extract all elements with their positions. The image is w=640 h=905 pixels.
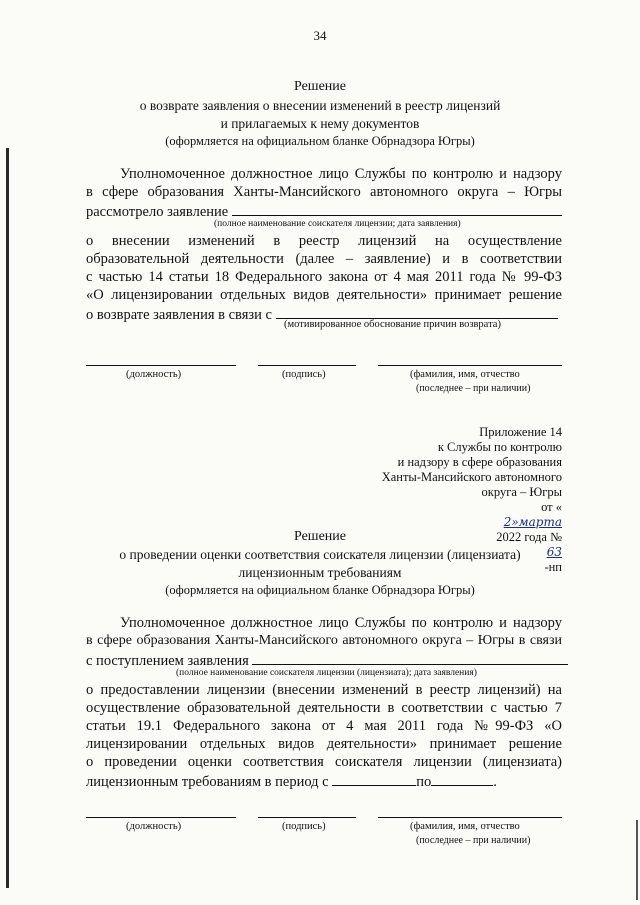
appendix-line-5: округа – Югры bbox=[481, 485, 562, 499]
block1-caption-reason: (мотивированное обоснование причин возврата) bbox=[284, 319, 501, 330]
block1-subtitle-1: о возврате заявления о внесении изменений в реестр лицензий bbox=[139, 98, 501, 113]
block1-p1-line-1: Уполномоченное должностное лицо Службы по контролю и надзору bbox=[120, 166, 562, 182]
appendix-line-2: к Службы по контролю bbox=[437, 440, 562, 454]
block2-p1-line-2: в сфере образования Ханты-Мансийского автономного округа – Югры в связи bbox=[86, 633, 562, 648]
appendix-line-4: Ханты-Мансийского автономного bbox=[381, 470, 562, 484]
scan-edge-mark-right bbox=[636, 820, 638, 900]
scan-edge-mark bbox=[6, 148, 9, 888]
block2-p1-line-3-text: с поступлением заявления bbox=[86, 653, 249, 669]
return-reason-blank-field[interactable] bbox=[276, 304, 558, 319]
block1-paragraph-1 bbox=[86, 165, 562, 219]
block1-p1-line-3-text: рассмотрело заявление bbox=[86, 204, 229, 220]
block2-signature-line[interactable] bbox=[258, 817, 356, 818]
appendix-line-3: и надзору в сфере образования bbox=[397, 455, 562, 469]
appendix-date-prefix: от « bbox=[541, 500, 562, 514]
block1-signature-label: (подпись) bbox=[282, 369, 326, 380]
block2-signature-label: (подпись) bbox=[282, 821, 326, 832]
block1-note: (оформляется на официальном бланке Обрнадзора Югры) bbox=[165, 134, 475, 148]
block2-p1-line-1: Уполномоченное должностное лицо Службы по контролю и надзору bbox=[120, 615, 562, 631]
appendix-handwritten-date: 2»марта bbox=[503, 515, 562, 529]
block1-p2-line-1: о внесении изменений в реестр лицензий на осуществление bbox=[86, 233, 562, 249]
block1-signature-line[interactable] bbox=[258, 365, 356, 366]
block2-p1-line-3 bbox=[86, 650, 562, 668]
block2-paragraph-1 bbox=[86, 614, 562, 668]
block2-paragraph-2 bbox=[86, 681, 562, 789]
block2-subtitle-1: о проведении оценки соответствия соискателя лицензии (лицензиата) bbox=[119, 547, 521, 562]
block2-name-label-1: (фамилия, имя, отчество bbox=[410, 821, 520, 832]
block1-p2-line-2: образовательной деятельности (далее – заявление) и в соответствии bbox=[86, 251, 562, 267]
appendix-line-1: Приложение 14 bbox=[479, 425, 562, 439]
block2-note: (оформляется на официальном бланке Обрнадзора Югры) bbox=[165, 583, 475, 597]
block2-position-line[interactable] bbox=[86, 817, 236, 818]
block2-name-line[interactable] bbox=[378, 817, 562, 818]
block1-name-line[interactable] bbox=[378, 365, 562, 366]
block1-p2-line-3: с частью 14 статьи 18 Федерального закона от 4 мая 2011 года № 99-ФЗ bbox=[86, 269, 562, 285]
block2-p2-line-6-text-b: по bbox=[416, 774, 432, 790]
block1-position-label: (должность) bbox=[126, 369, 182, 380]
appendix-handwritten-number: 63 bbox=[546, 545, 562, 559]
block1-subtitle-2: и прилагаемых к нему документов bbox=[220, 116, 420, 131]
period-end-field[interactable] bbox=[431, 771, 493, 786]
block1-caption-applicant: (полное наименование соискателя лицензии; дата заявления) bbox=[214, 219, 461, 229]
applicant-blank-field[interactable] bbox=[232, 201, 562, 216]
period-start-field[interactable] bbox=[332, 771, 416, 786]
block2-subtitle-2: лицензионным требованиям bbox=[238, 565, 402, 580]
block2-p2-line-2: осуществление образовательной деятельности в соответствии с частью 7 bbox=[86, 700, 562, 716]
block2-p2-line-6-text-a: лицензионным требованиям в период с bbox=[86, 774, 329, 790]
block1-name-label-1: (фамилия, имя, отчество bbox=[410, 369, 520, 380]
block2-caption-applicant: (полное наименование соискателя лицензии (лицензиата); дата заявления) bbox=[176, 668, 477, 678]
appendix-date-year: 2022 года № bbox=[496, 530, 562, 544]
block1-position-line[interactable] bbox=[86, 365, 236, 366]
block1-title: Решение bbox=[293, 79, 346, 94]
block1-p2-line-4: «О лицензировании отдельных видов деятельности» принимает решение bbox=[86, 287, 562, 303]
block2-p2-line-5: о проведении оценки соответствия соискателя лицензии (лицензиата) bbox=[86, 754, 562, 770]
block2-p2-line-4: лицензировании отдельных видов деятельности» принимает решение bbox=[86, 736, 562, 752]
block1-p1-line-3 bbox=[86, 201, 562, 219]
page-number: 34 bbox=[313, 28, 327, 43]
block2-name-label-2: (последнее – при наличии) bbox=[416, 835, 531, 846]
block2-p2-line-1: о предоставлении лицензии (внесении изменений в реестр лицензий) на bbox=[86, 682, 562, 698]
appendix-number-suffix: -нп bbox=[544, 560, 562, 574]
application-blank-field[interactable] bbox=[252, 650, 568, 665]
block1-p1-line-2: в сфере образования Ханты-Мансийского автономного округа – Югры bbox=[86, 184, 562, 200]
block2-p2-line-3: статьи 19.1 Федерального закона от 4 мая 2011 года №99-ФЗ «О bbox=[86, 718, 562, 734]
block1-name-label-2: (последнее – при наличии) bbox=[416, 383, 531, 394]
block2-position-label: (должность) bbox=[126, 821, 182, 832]
block2-p2-line-6: лицензионным требованиям в период с по . bbox=[86, 771, 562, 789]
block2-title: Решение bbox=[293, 529, 346, 544]
block1-paragraph-2 bbox=[86, 232, 562, 322]
block1-p2-line-5-text: о возврате заявления в связи с bbox=[86, 307, 272, 323]
